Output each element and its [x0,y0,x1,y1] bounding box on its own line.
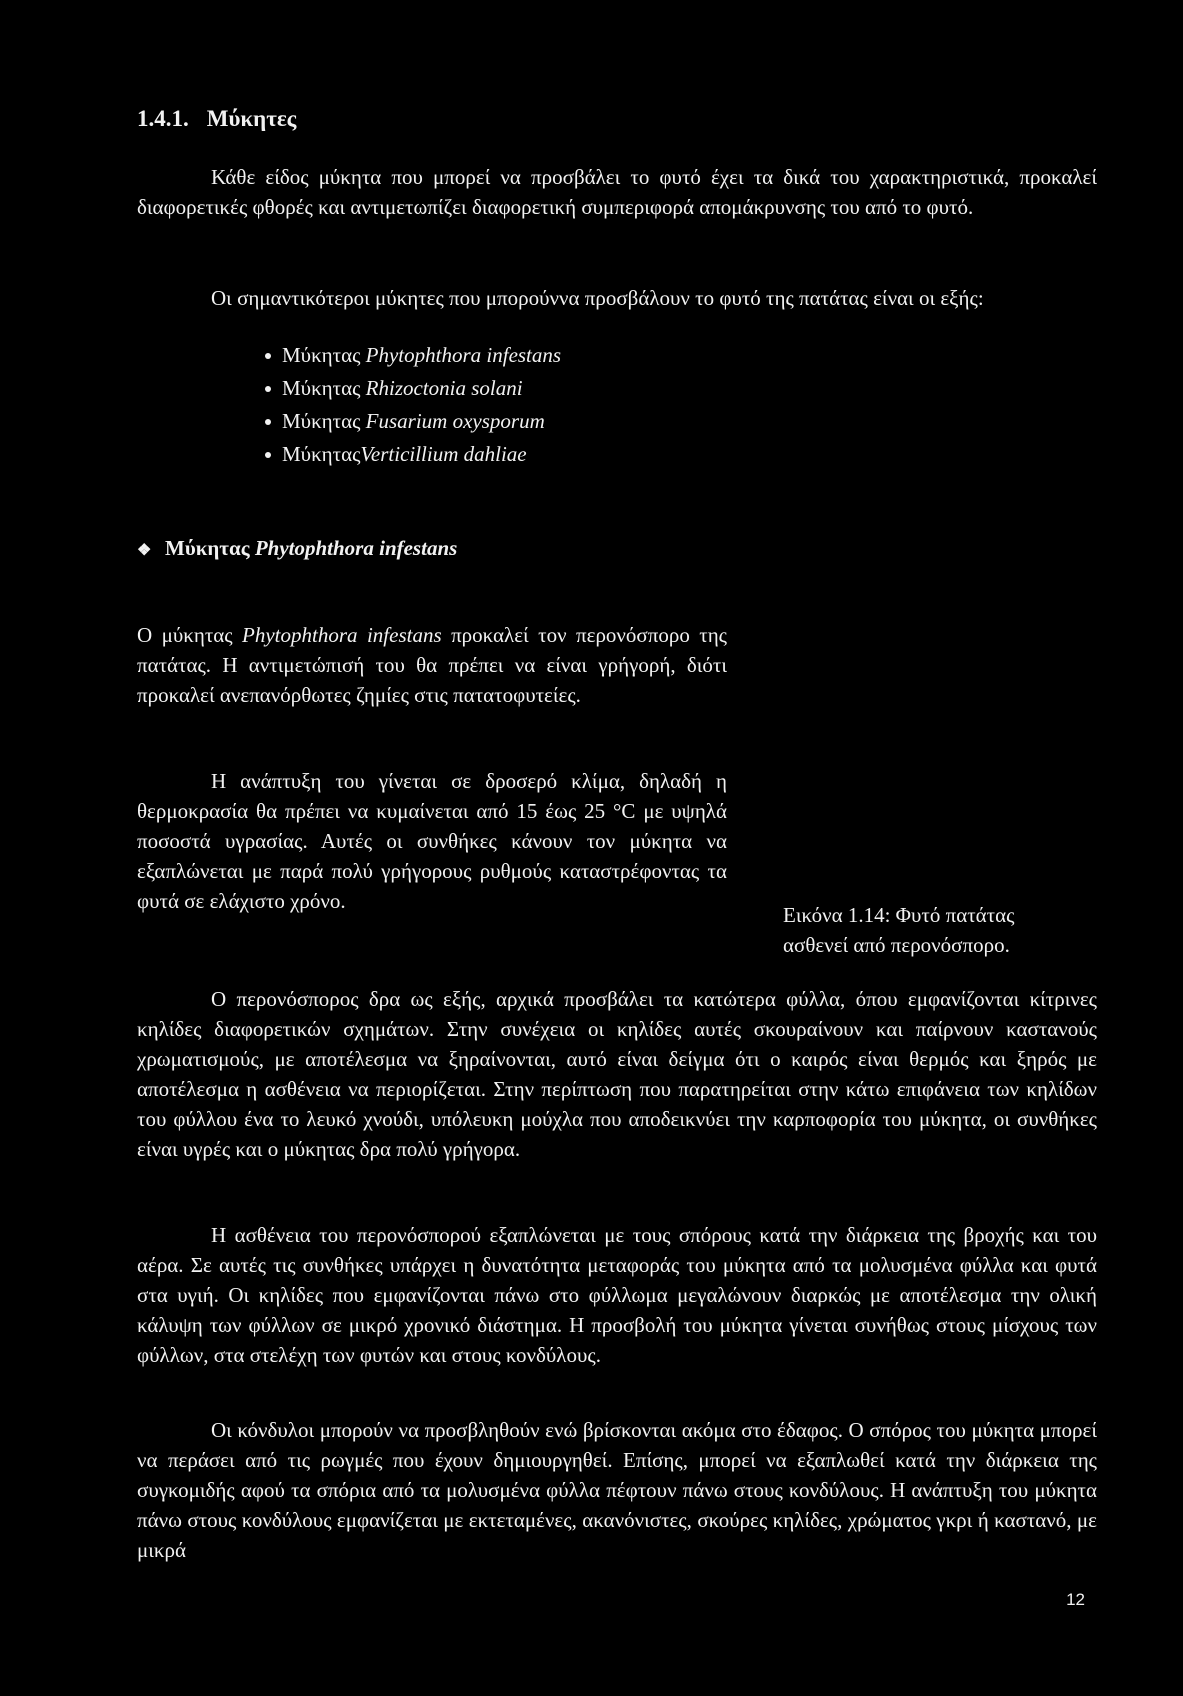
body-paragraph-3: Ο περονόσπορος δρα ως εξής, αρχικά προσβάλει τα κατώτερα φύλλα, όπου εμφανίζονται κίτρινες κηλίδες διαφορετικών σχημάτων. Στην συνέχεια οι κηλίδες αυτές σκουραίνουν και παίρνουν καστανούς χρωματισμούς, με αποτέλεσμα να ξηραίνονται, αυτό είναι δείγμα ότι ο καιρός είναι θερμός και ξηρός με αποτέλεσμα η ασθένεια να περιορίζεται. Στην περίπτωση που παρατηρείται στην κάτω επιφάνεια των κηλίδων του φύλλου ένα το λευκό χνούδι, υπόλευκη μούχλα που αποδεικνύει την καρποφορία του μύκητα, οι συνθήκες είναι υγρές και ο μύκητας δρα πολύ γρήγορα. [137,987,1097,1161]
subsection-species: Phytophthora infestans [254,536,458,560]
section-title: Μύκητες [206,106,297,131]
list-item-species: Fusarium oxysporum [365,409,545,433]
list-item-prefix: Μύκητας [282,442,361,466]
body-paragraph-5: Οι κόνδυλοι μπορούν να προσβληθούν ενώ βρίσκονται ακόμα στο έδαφος. Ο σπόρος του μύκητα μπορεί να περάσει από τις ρωγμές που έχουν δημιουργηθεί. Επίσης, μπορεί να εξαπλωθεί κατά την διάρκεια της συγκομιδής αφού τα σπόρια από τα μολυσμένα φύλλα πέφτουν πάνω στους κονδύλους. Η ανάπτυξη του μύκητα πάνω στους κονδύλους εμφανίζεται με εκτεταμένες, ακανόνιστες, σκούρες κηλίδες, χρώματος γκρι ή καστανό, με μικρά [137,1418,1097,1562]
list-item-prefix: Μύκητας [282,409,366,433]
diamond-bullet-icon: ❖ [137,542,152,559]
bullet-icon [265,353,271,359]
section-heading [137,106,296,132]
page-number: 12 [1066,1590,1085,1609]
list-item-species: Phytophthora infestans [365,343,562,367]
subsection-prefix: Μύκητας [165,536,255,560]
section-number: 1.4.1. [137,106,189,131]
subsection-heading [137,536,457,561]
list-item [282,372,561,405]
figure-caption: Εικόνα 1.14: Φυτό πατάτας ασθενεί από περονόσπορο. [783,903,1015,957]
list-item [282,438,561,471]
bullet-icon [265,452,271,458]
list-item [282,405,561,438]
column-paragraph-2: Η ανάπτυξη του γίνεται σε δροσερό κλίμα, δηλαδή η θερμοκρασία θα πρέπει να κυμαίνεται από 15 έως 25 °C με υψηλά ποσοστά υγρασίας. Αυτές οι συνθήκες κάνουν τον μύκητα να εξαπλώνεται με παρά πολύ γρήγορους ρυθμούς καταστρέφοντας τα φυτά σε ελάχιστο χρόνο. [137,769,727,913]
list-item-species: Rhizoctonia solani [365,376,523,400]
column-text: Ο μύκητας [137,623,243,647]
column-species: Phytophthora infestans [242,623,442,647]
bullet-icon [265,419,271,425]
body-paragraph-4: Η ασθένεια του περονόσπορού εξαπλώνεται με τους σπόρους κατά την διάρκεια της βροχής και του αέρα. Σε αυτές τις συνθήκες υπάρχει η δυνατότητα μεταφοράς του μύκητα από τα μολυσμένα φύλλα και φυτά στα υγιή. Οι κηλίδες που εμφανίζονται πάνω στο φύλλωμα μεγαλώνουν διαρκώς με αποτέλεσμα την ολική κάλυψη των φύλλων σε μικρό χρονικό διάστημα. Η προσβολή του μύκητα γίνεται συνήθως στους μίσχους των φύλλων, στα στελέχη των φυτών και στους κονδύλους. [137,1223,1097,1367]
column-paragraph-1 [137,620,727,710]
intro-paragraph: Κάθε είδος μύκητα που μπορεί να προσβάλει το φυτό έχει τα δικά του χαρακτηριστικά, προκαλεί διαφορετικές φθορές και αντιμετωπίζει διαφορετική συμπεριφορά απομάκρυνσης του από το φυτό. [137,165,1097,219]
fungi-list [282,339,561,471]
list-item-prefix: Μύκητας [282,376,366,400]
bullet-icon [265,386,271,392]
list-intro-paragraph: Οι σημαντικότεροι μύκητες που μπορούννα προσβάλουν το φυτό της πατάτας είναι οι εξής: [211,286,984,310]
list-item [282,339,561,372]
list-item-species: Verticillium dahliae [360,442,527,466]
list-item-prefix: Μύκητας [282,343,366,367]
column-text: προκαλεί τον περονόσπορο της πατάτας. Η αντιμετώπισή του θα πρέπει να είναι γρήγορή, διότι προκαλεί ανεπανόρθωτες ζημίες στις πατατοφυτείες. [137,623,727,707]
